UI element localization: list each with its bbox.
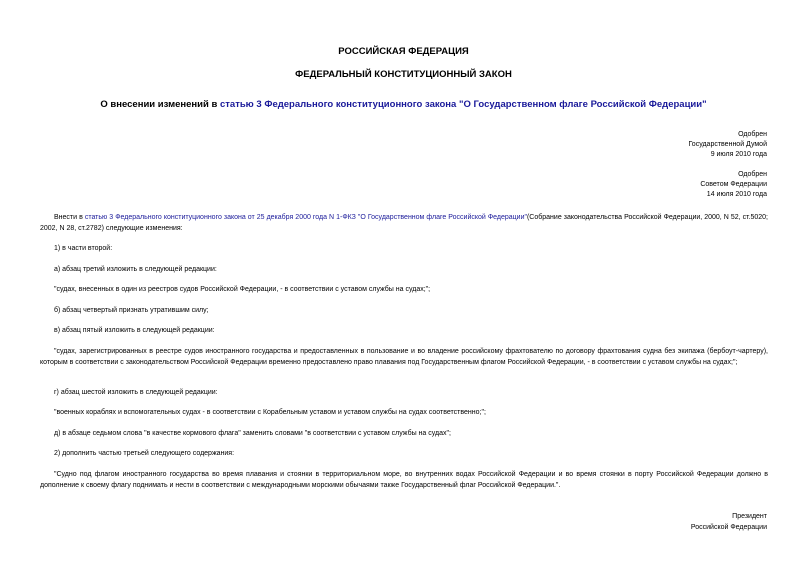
- signature-country: Российской Федерации: [690, 524, 767, 531]
- paragraph-a-text: "судах, внесенных в один из реестров судов Российской Федерации, - в соответствии с уставом службы на судах;";: [54, 286, 431, 293]
- approval-date: 9 июля 2010 года: [710, 151, 767, 158]
- paragraph-g-text: "военных кораблях и вспомогательных судах - в соответствии с Корабельным уставом и уставом службы на судах соответственно;";: [54, 409, 486, 416]
- signature-title: Президент: [732, 513, 767, 520]
- paragraph-d: д) в абзаце седьмом слова "в качестве кормового флага" заменить словами "в соответствии с уставом службы на судах";: [54, 430, 451, 437]
- approval-body: Советом Федерации: [700, 181, 767, 188]
- paragraph-b: б) абзац четвертый признать утратившим силу;: [54, 307, 209, 314]
- intro-paragraph: [40, 212, 768, 234]
- paragraph-part-two: 1) в части второй:: [54, 245, 113, 252]
- intro-suffix: (Собрание законодательства Российской Федерации, 2000, N 52, ст.5020; 2002, N 28, ст.2782) следующие изменения:: [40, 214, 768, 232]
- title-article-link[interactable]: статью 3 Федерального конституционного закона "О Государственном флаге Российской Федерации": [219, 99, 707, 110]
- paragraph-v: в) абзац пятый изложить в следующей редакции:: [54, 327, 215, 334]
- paragraph-part-three: 2) дополнить частью третьей следующего содержания:: [54, 450, 235, 457]
- document-country: РОССИЙСКАЯ ФЕДЕРАЦИЯ: [338, 46, 469, 57]
- approval-status: Одобрен: [738, 171, 767, 178]
- title-prefix: О внесении изменений в: [100, 99, 220, 110]
- intro-prefix: Внести в: [54, 214, 85, 221]
- paragraph-part-three-text: "Судно под флагом иностранного государства во время плавания и стоянки в территориальном море, во внутренних водах Российской Федерации и во время стоянки в порту Российской Федерации должно в дополнение к своему флагу поднимать и нести в соответствии с международными морскими обычаями также Государственный флаг Российской Федерации.".: [40, 471, 768, 489]
- document-law-type: ФЕДЕРАЛЬНЫЙ КОНСТИТУЦИОННЫЙ ЗАКОН: [295, 69, 512, 80]
- approval-status: Одобрен: [738, 131, 767, 138]
- approval-duma: [688, 130, 767, 160]
- paragraph-v-text: "судах, зарегистрированных в реестре судов иностранного государства и предоставленных в пользование и во владение российскому фрахтователю по договору фрахтования судна без экипажа (бербоут-чартеру), которым в соответствии с законодательством Российской Федерации временно предоставлено право плавания под Государственным флагом Российской Федерации, - в соответствии с уставом службы на судах;";: [40, 348, 768, 366]
- approval-federation-council: [700, 170, 767, 200]
- intro-article-link[interactable]: статью 3 Федерального конституционного закона от 25 декабря 2000 года N 1-ФКЗ "О Государственном флаге Российской Федерации": [84, 214, 527, 221]
- approval-body: Государственной Думой: [688, 141, 767, 148]
- paragraph-g: г) абзац шестой изложить в следующей редакции:: [54, 389, 218, 396]
- signature-block: [691, 511, 767, 533]
- document-title: [0, 99, 807, 110]
- approval-date: 14 июля 2010 года: [706, 191, 767, 198]
- paragraph-a: а) абзац третий изложить в следующей редакции:: [54, 266, 217, 273]
